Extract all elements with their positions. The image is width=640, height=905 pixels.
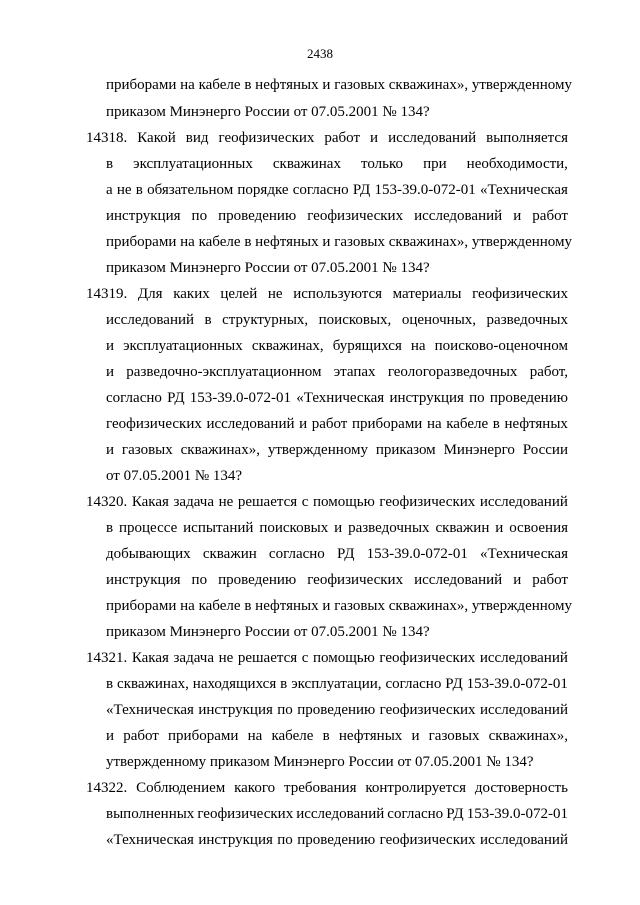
text-line: и газовых скважинах», утвержденному приказом Минэнерго России	[106, 442, 568, 458]
text-line: от 07.05.2001 № 134?	[106, 468, 243, 484]
text-line: 14321. Какая задача не решается с помощью геофизических исследований	[86, 650, 568, 666]
text-line: инструкция по проведению геофизических исследований и работ	[106, 572, 568, 588]
text-line: 14322. Соблюдением какого требования контролируется достоверность	[86, 780, 568, 796]
text-line: инструкция по проведению геофизических исследований и работ	[106, 208, 568, 224]
text-line: утвержденному приказом Минэнерго России от 07.05.2001 № 134?	[106, 754, 534, 770]
text-line: исследований в структурных, поисковых, оценочных, разведочных	[106, 312, 568, 328]
text-line: и разведочно-эксплуатационном этапах геологоразведочных работ,	[106, 364, 568, 380]
text-line: и работ приборами на кабеле в нефтяных и газовых скважинах»,	[106, 728, 568, 744]
text-line: приборами на кабеле в нефтяных и газовых скважинах», утвержденному	[106, 234, 572, 250]
text-line: «Техническая инструкция по проведению геофизических исследований	[106, 832, 568, 848]
text-line: геофизических исследований и работ приборами на кабеле в нефтяных	[106, 416, 568, 432]
text-line: добывающих скважин согласно РД 153-39.0-072-01 «Техническая	[106, 546, 568, 562]
text-line: 14320. Какая задача не решается с помощью геофизических исследований	[86, 494, 568, 510]
text-line: и эксплуатационных скважинах, бурящихся на поисково-оценочном	[106, 338, 568, 354]
text-line: выполненных геофизических исследований согласно РД 153-39.0-072-01	[106, 806, 568, 822]
text-line: приборами на кабеле в нефтяных и газовых скважинах», утвержденному	[106, 598, 572, 614]
text-line: 14318. Какой вид геофизических работ и исследований выполняется	[86, 130, 568, 146]
text-line: 14319. Для каких целей не используются материалы геофизических	[86, 286, 568, 302]
text-line: приборами на кабеле в нефтяных и газовых скважинах», утвержденному	[106, 77, 572, 93]
page-number: 2438	[307, 46, 333, 61]
text-line: приказом Минэнерго России от 07.05.2001 № 134?	[106, 624, 430, 640]
text-line: «Техническая инструкция по проведению геофизических исследований	[106, 702, 568, 718]
text-line: в скважинах, находящихся в эксплуатации, согласно РД 153-39.0-072-01	[106, 676, 568, 692]
text-line: согласно РД 153-39.0-072-01 «Техническая инструкция по проведению	[106, 390, 568, 406]
text-line: в эксплуатационных скважинах только при необходимости,	[106, 156, 568, 172]
text-line: в процессе испытаний поисковых и разведочных скважин и освоения	[106, 520, 568, 536]
text-line: а не в обязательном порядке согласно РД 153-39.0-072-01 «Техническая	[106, 182, 568, 198]
text-line: приказом Минэнерго России от 07.05.2001 № 134?	[106, 104, 430, 120]
text-line: приказом Минэнерго России от 07.05.2001 № 134?	[106, 260, 430, 276]
